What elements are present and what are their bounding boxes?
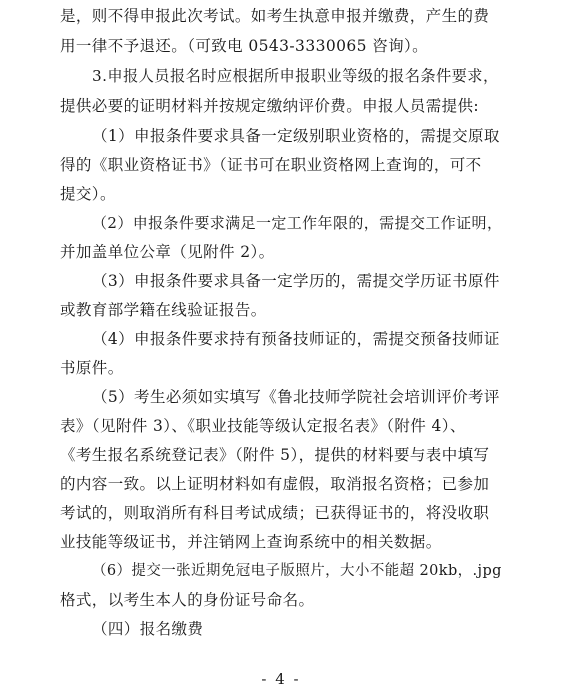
- paragraph-line: 3.申报人员报名时应根据所申报职业等级的报名条件要求，: [92, 67, 499, 85]
- paragraph-line: 是，则不得申报此次考试。如考生执意申报并缴费，产生的费: [60, 7, 490, 25]
- paragraph-line: 考试的，则取消所有科目考试成绩；已获得证书的，将没收职: [60, 504, 490, 522]
- paragraph-line: （3）申报条件要求具备一定学历的，需提交学历证书原件: [92, 272, 500, 290]
- paragraph-line: 格式，以考生本人的身份证号命名。: [60, 591, 315, 609]
- paragraph-line: 业技能等级证书，并注销网上查询系统中的相关数据。: [60, 533, 442, 551]
- paragraph-line: （2）申报条件要求满足一定工作年限的，需提交工作证明，: [92, 214, 503, 232]
- page-number: - 4 -: [261, 670, 301, 688]
- section-heading: （四）报名缴费: [92, 620, 204, 638]
- paragraph-line: 并加盖单位公章（见附件 2）。: [60, 243, 275, 261]
- paragraph-line: 提交）。: [60, 185, 116, 203]
- paragraph-line: 《考生报名系统登记表》（附件 5），提供的材料要与表中填写: [60, 446, 490, 464]
- paragraph-line: （1）申报条件要求具备一定级别职业资格的，需提交原取: [92, 127, 500, 145]
- paragraph-line: 书原件。: [60, 359, 124, 377]
- paragraph-line: 或教育部学籍在线验证报告。: [60, 301, 267, 319]
- paragraph-line: 提供必要的证明材料并按规定缴纳评价费。申报人员需提供:: [60, 97, 480, 115]
- paragraph-line: 表》（见附件 3）、《职业技能等级认定报名表》（附件 4）、: [60, 417, 466, 435]
- paragraph-line: （4）申报条件要求持有预备技师证的，需提交预备技师证: [92, 330, 500, 348]
- paragraph-line: （6）提交一张近期免冠电子版照片，大小不能超 20kb，.jpg: [92, 563, 502, 579]
- paragraph-line: 的内容一致。以上证明材料如有虚假，取消报名资格；已参加: [60, 475, 490, 493]
- paragraph-line: （5）考生必须如实填写《鲁北技师学院社会培训评价考评: [92, 388, 500, 406]
- paragraph-line: 得的《职业资格证书》（证书可在职业资格网上查询的，可不: [60, 156, 482, 174]
- paragraph-line: 用一律不予退还。（可致电 0543-3330065 咨询）。: [60, 37, 429, 55]
